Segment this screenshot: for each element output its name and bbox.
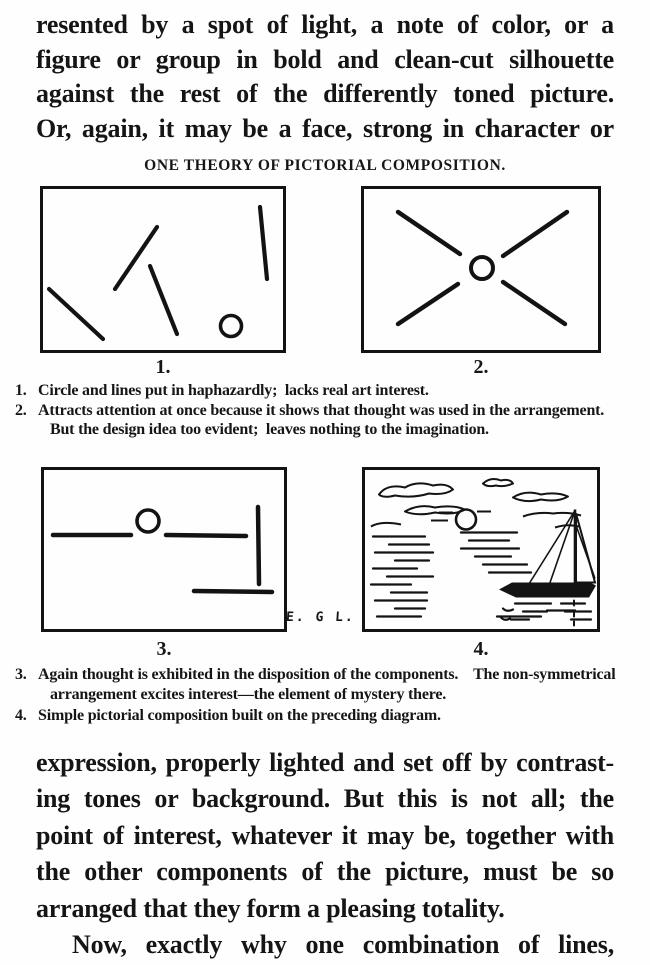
caption-3 bbox=[0, 666, 650, 686]
plate-heading: ONE THEORY OF PICTORIAL COMPOSITION. bbox=[144, 157, 506, 174]
diagonal-line bbox=[503, 282, 565, 324]
diagonal-line bbox=[398, 212, 460, 254]
caption-3-text: Again thought is exhibited in the disposition of the components. The non-symmetrical bbox=[38, 666, 616, 683]
paragraph-line: ing tones or background. But this is not all; the bbox=[36, 784, 614, 814]
caption-2-text: Attracts attention at once because it shows that thought was used in the arrangement. bbox=[38, 401, 605, 419]
caption-4-text: Simple pictorial composition built on the preceding diagram. bbox=[38, 706, 441, 724]
paragraph-line: arranged that they form a pleasing totality. bbox=[36, 893, 505, 923]
paragraph-line: Or, again, it may be a face, strong in character or bbox=[36, 113, 614, 143]
sailboat bbox=[499, 510, 596, 598]
caption-2 bbox=[0, 402, 650, 422]
paragraph-line: expression, properly lighted and set off by contrast- bbox=[36, 748, 614, 777]
diagonal-line bbox=[49, 289, 103, 339]
captions-1-2 bbox=[0, 382, 650, 441]
diagonal-line bbox=[503, 212, 567, 256]
horizontal-line-right bbox=[166, 535, 246, 536]
sailboat-scene-drawing bbox=[365, 470, 597, 629]
haphazard-lines-drawing bbox=[43, 189, 283, 350]
artist-signature: E. G L. bbox=[285, 610, 356, 625]
figure-1-diagram bbox=[40, 186, 286, 353]
figure-3-diagram bbox=[41, 467, 287, 632]
caption-4 bbox=[0, 707, 650, 727]
vertical-line bbox=[258, 507, 259, 584]
top-paragraph bbox=[36, 8, 614, 146]
arranged-lines-drawing bbox=[44, 470, 284, 629]
circle-element bbox=[137, 510, 159, 532]
paragraph-line: figure or group in bold and clean-cut silhouette bbox=[36, 44, 614, 74]
paragraph-line: against the rest of the differently toned picture. bbox=[36, 79, 614, 108]
new-paragraph-first-line: Now, exactly why one combination of lines, bbox=[72, 930, 614, 960]
horizontal-line-bottom bbox=[194, 591, 272, 592]
diagonal-line bbox=[115, 227, 157, 289]
gaff-line bbox=[575, 523, 595, 579]
figure-3-label: 3. bbox=[156, 638, 172, 660]
caption-2-continued bbox=[0, 421, 650, 441]
figure-4-seascape bbox=[362, 467, 600, 632]
paragraph-line: point of interest, whatever it may be, together with bbox=[36, 820, 614, 850]
sail-edge-line bbox=[549, 511, 575, 586]
vertical-line bbox=[260, 207, 267, 279]
caption-3-text-line2: arrangement excites interest—the element of mystery there. bbox=[50, 685, 447, 703]
caption-2-number: 2. bbox=[15, 401, 27, 419]
symmetric-x-drawing bbox=[364, 189, 598, 350]
figure-2-label: 2. bbox=[473, 356, 489, 378]
caption-1-text: Circle and lines put in haphazardly; lacks real art interest. bbox=[38, 382, 429, 399]
hull bbox=[499, 583, 596, 598]
caption-3-number: 3. bbox=[15, 666, 27, 683]
caption-2-text-line2: But the design idea too evident; leaves nothing to the imagination. bbox=[50, 421, 489, 438]
caption-4-number: 4. bbox=[15, 706, 27, 724]
bottom-paragraph bbox=[36, 745, 614, 963]
figure-1-label: 1. bbox=[155, 356, 171, 378]
paragraph-line: resented by a spot of light, a note of color, or a bbox=[36, 10, 614, 39]
center-circle bbox=[471, 257, 493, 279]
diagonal-line bbox=[150, 266, 177, 334]
diagonal-line bbox=[398, 284, 458, 324]
figure-4-label: 4. bbox=[473, 638, 489, 660]
caption-1 bbox=[0, 382, 650, 402]
captions-3-4 bbox=[0, 666, 650, 726]
paragraph-line: the other components of the picture, must be so bbox=[36, 857, 614, 887]
caption-1-number: 1. bbox=[15, 382, 27, 399]
caption-3-continued bbox=[0, 686, 650, 706]
boat-reflection-lines bbox=[501, 601, 591, 626]
figure-2-diagram bbox=[361, 186, 601, 353]
forestay-line bbox=[528, 511, 575, 586]
sun-circle bbox=[456, 510, 476, 530]
circle-element bbox=[221, 316, 242, 337]
